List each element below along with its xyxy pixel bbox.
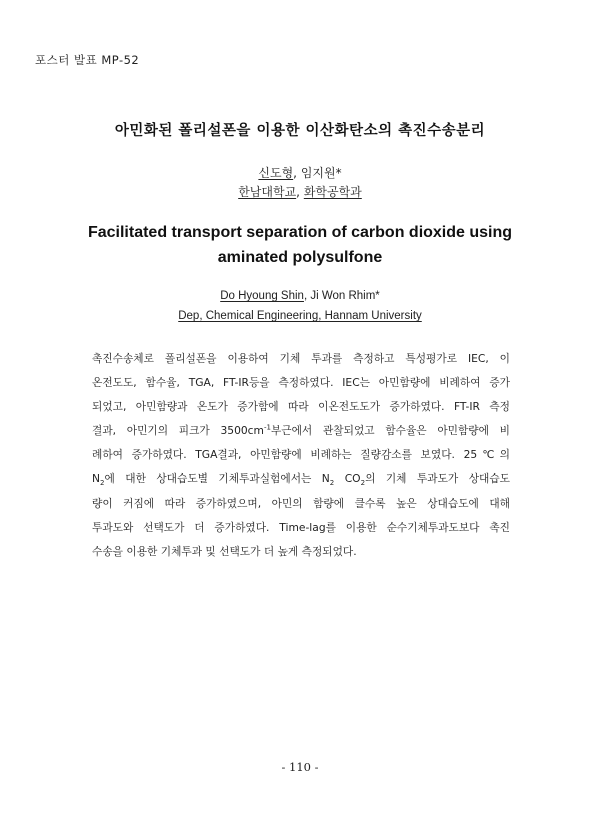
session-label: 포스터 발표 MP-52 bbox=[35, 53, 140, 67]
korean-affiliation bbox=[0, 183, 600, 200]
author-en-second: Ji Won Rhim* bbox=[310, 290, 380, 302]
abstract-line-4-part-b: 부근에서 관찰되었고 함수율은 아민함량에 비 bbox=[270, 424, 510, 438]
abstract-line-7: 량이 커짐에 따라 증가하였으며, 아민의 함량에 클수록 높은 상대습도에 대해 bbox=[92, 496, 510, 510]
abstract-line-9: 수송을 이용한 기체투과 및 선택도가 더 높게 측정되었다. bbox=[92, 544, 357, 558]
english-affiliation bbox=[0, 310, 600, 322]
affiliation-kr-separator: , bbox=[296, 185, 304, 199]
affiliation-kr-department: 화학공학과 bbox=[303, 185, 362, 199]
affiliation-kr-university: 한남대학교 bbox=[238, 185, 297, 199]
author-en-first: Do Hyoung Shin bbox=[220, 290, 304, 302]
abstract-line-3: 되었고, 아민함량과 온도가 증가함에 따라 이온전도도가 증가하였다. FT-IR 측정 bbox=[92, 400, 510, 414]
abstract-line-6-part-b: 에 대한 상대습도별 기체투과실험에서는 N bbox=[104, 472, 330, 486]
english-title-line-1: Facilitated transport separation of carbon dioxide using bbox=[87, 224, 513, 241]
english-title-line-2: aminated polysulfone bbox=[217, 249, 383, 266]
abstract-line-1: 촉진수송체로 폴리설폰을 이용하여 기체 투과를 측정하고 특성평가로 IEC, 이 bbox=[92, 352, 510, 365]
abstract-line-8: 투과도와 선택도가 더 증가하였다. Time-lag를 이용한 순수기체투과도보다 촉진 bbox=[92, 520, 510, 534]
english-authors bbox=[0, 290, 600, 302]
abstract-line-5: 례하여 증가하였다. TGA결과, 아민함량에 비례하는 질량감소를 보였다. 25℃의 bbox=[92, 448, 510, 462]
abstract-line-6-part-d: 의 기체 투과도가 상대습도 bbox=[365, 472, 510, 486]
affiliation-en-text: Dep, Chemical Engineering, Hannam University bbox=[178, 310, 422, 322]
korean-authors bbox=[0, 164, 600, 181]
co2-subscript: 2 bbox=[360, 479, 366, 488]
author-en-separator: , bbox=[303, 290, 311, 302]
author-kr-separator: , bbox=[293, 166, 301, 180]
english-title bbox=[0, 220, 600, 270]
abstract-line-6-part-a: N bbox=[92, 472, 100, 486]
wavenumber-exponent: -1 bbox=[263, 423, 271, 432]
korean-title: 아민화된 폴리설폰을 이용한 이산화탄소의 촉진수송분리 bbox=[114, 123, 486, 139]
author-kr-first: 신도형 bbox=[258, 166, 294, 180]
abstract-paragraph bbox=[92, 347, 510, 564]
abstract-line-6 bbox=[92, 467, 510, 491]
n2-subscript: 2 bbox=[100, 479, 105, 488]
n2-subscript-second: 2 bbox=[329, 479, 335, 488]
abstract-line-4 bbox=[92, 419, 510, 443]
author-kr-second: 임지원* bbox=[300, 166, 342, 180]
page-number: - 110 - bbox=[281, 760, 319, 774]
abstract-line-2: 온전도도, 함수율, TGA, FT-IR등을 측정하였다. IEC는 아민함량에 비례하여 증가 bbox=[92, 376, 510, 390]
abstract-line-4-part-a: 결과, 아민기의 피크가 3500cm bbox=[92, 424, 264, 438]
abstract-line-6-part-c: CO bbox=[334, 472, 361, 486]
